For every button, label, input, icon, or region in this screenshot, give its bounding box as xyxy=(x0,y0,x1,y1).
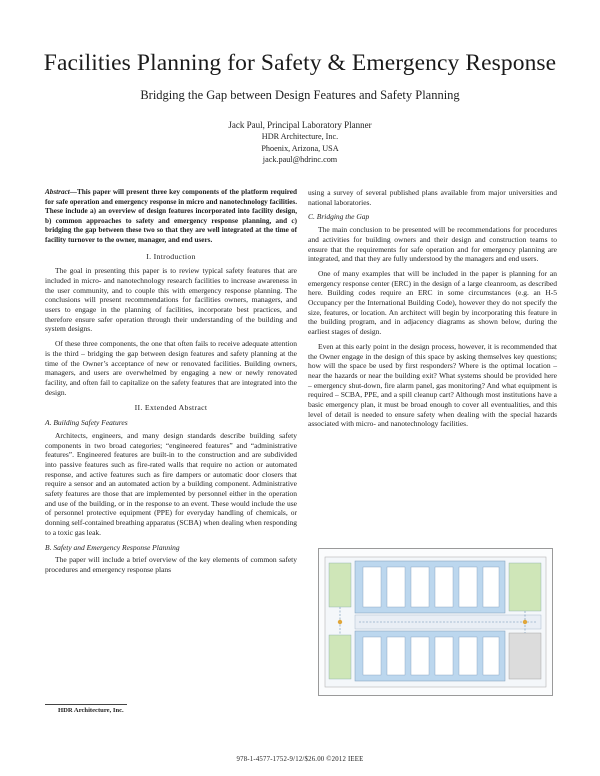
subsection-heading-a: A. Building Safety Features xyxy=(45,418,128,428)
author-affiliation: HDR Architecture, Inc. xyxy=(261,132,339,142)
section-heading-introduction: I. Introduction xyxy=(146,251,196,261)
author-name: Jack Paul, Principal Laboratory Planner xyxy=(228,120,372,130)
intro-paragraph-1: The goal in presenting this paper is to review typical safety features that are included in micro- and nanotechnology research facilities to increase awareness in the user community, and to couple this with emergency response planning. The conclusions will present recommendations for facilities owners, managers, and users to engage in the planning of facilities, incorporate best practices, and therefore ensure safer operation through their understanding of the building and system designs. xyxy=(45,266,297,334)
paper-title: Facilities Planning for Safety & Emergency Response xyxy=(43,50,557,76)
right-column xyxy=(308,188,557,434)
subsection-c-paragraph-3: Even at this early point in the design process, however, it is recommended that the Owner engage in the design of this space by asking themselves key questions; how will the space be used by first responders? Where is the optimal location – near the hazards or near the building exit? What systems should be provided here – emergency shut-down, fire alarm panel, gas monitoring? And what equipment is required – SCBA, PPE, and a spill cleanup cart? Although most institutions have a basic emergency plan, it must be broad enough to cover all eventualities, and this level of detail is needed to ensure safety when dealing with the special hazards associated with micro- and nanotechnology facilities. xyxy=(308,341,557,429)
section-heading-extended-abstract: II. Extended Abstract xyxy=(134,403,208,413)
subsection-c-paragraph-2: One of many examples that will be included in the paper is planning for an emergency response center (ERC) in the design of a large cleanroom, as described here. Building codes require an ERC in some circumstances (e.g. an H-5 Occupancy per the International Building Code), however they do not specify the size, features, or location. An architect will begin by incorporating this feature in the building program, and in adjacency diagrams as shown below, during the earliest stages of design. xyxy=(308,268,557,337)
subsection-b-paragraph: The paper will include a brief overview of the key elements of common safety procedures and emergency response plans xyxy=(45,555,297,574)
paper-subtitle: Bridging the Gap between Design Features and Safety Planning xyxy=(140,88,460,102)
copyright-line: 978-1-4577-1752-9/12/$26.00 ©2012 IEEE xyxy=(236,756,364,763)
intro-paragraph-2: Of these three components, the one that often fails to receive adequate attention is the third – bridging the gap between design features and safety planning at the time of the Owner’s acceptance of new or renovated facilities. Building owners, managers, and users are overwhelmed by engaging a new or newly renovated facility, and often fail to capitalize on the safety features that are integrated into the design. xyxy=(45,339,297,397)
abstract-label: Abstract— xyxy=(45,188,77,196)
subsection-a-paragraph: Architects, engineers, and many design standards describe building safety components in two broad categories; “engineered features” and “administrative features”. Engineered features are built-in to the construction and are subdivided into passive features such as fire-rated walls that require no action or automated response, and active features such as fire dampers or automatic door closers that require a sensor and an automated action by a building component. Administrative safety features are those that are implemented by personnel either in the operation and use of the building, or in the response to an event. These would include the use of personnel protective equipment (PPE) for everyday handling of chemicals, or donning self-contained breathing apparatus (SCBA) when dealing when responding to a toxic gas leak. xyxy=(45,430,297,537)
author-block xyxy=(0,120,600,166)
abstract-text: This paper will present three key components of the platform required for safe operation and emergency response in micro and nanotechnology facilities. These include a) an overview of design features incorporated into facility design, b) common approaches to safety and emergency response planning, and c) bridging the gap between these two so that they are well integrated at the time of facility turnover to the owner, manager, and end users. xyxy=(45,188,297,244)
author-location: Phoenix, Arizona, USA xyxy=(261,143,339,153)
footnote-rule xyxy=(45,704,127,705)
author-email: jack.paul@hdrinc.com xyxy=(262,155,338,165)
subsection-b-continuation: using a survey of several published plans available from major universities and national laboratories. xyxy=(308,188,557,207)
subsection-c-paragraph-1: The main conclusion to be presented will be recommendations for procedures and activities for building owners and their design and construction teams to ensure that the requirements for safe operation and for emergency planning are integrated, and that they are fully understood by the managers and end users. xyxy=(308,225,557,264)
subsection-heading-c: C. Bridging the Gap xyxy=(308,212,370,222)
adjacency-diagram-figure xyxy=(318,548,553,696)
footnote: HDR Architecture, Inc. xyxy=(58,707,124,714)
subsection-heading-b: B. Safety and Emergency Response Planning xyxy=(45,542,180,552)
adjacency-diagram xyxy=(319,549,552,695)
left-column xyxy=(45,188,297,580)
abstract xyxy=(45,188,297,246)
